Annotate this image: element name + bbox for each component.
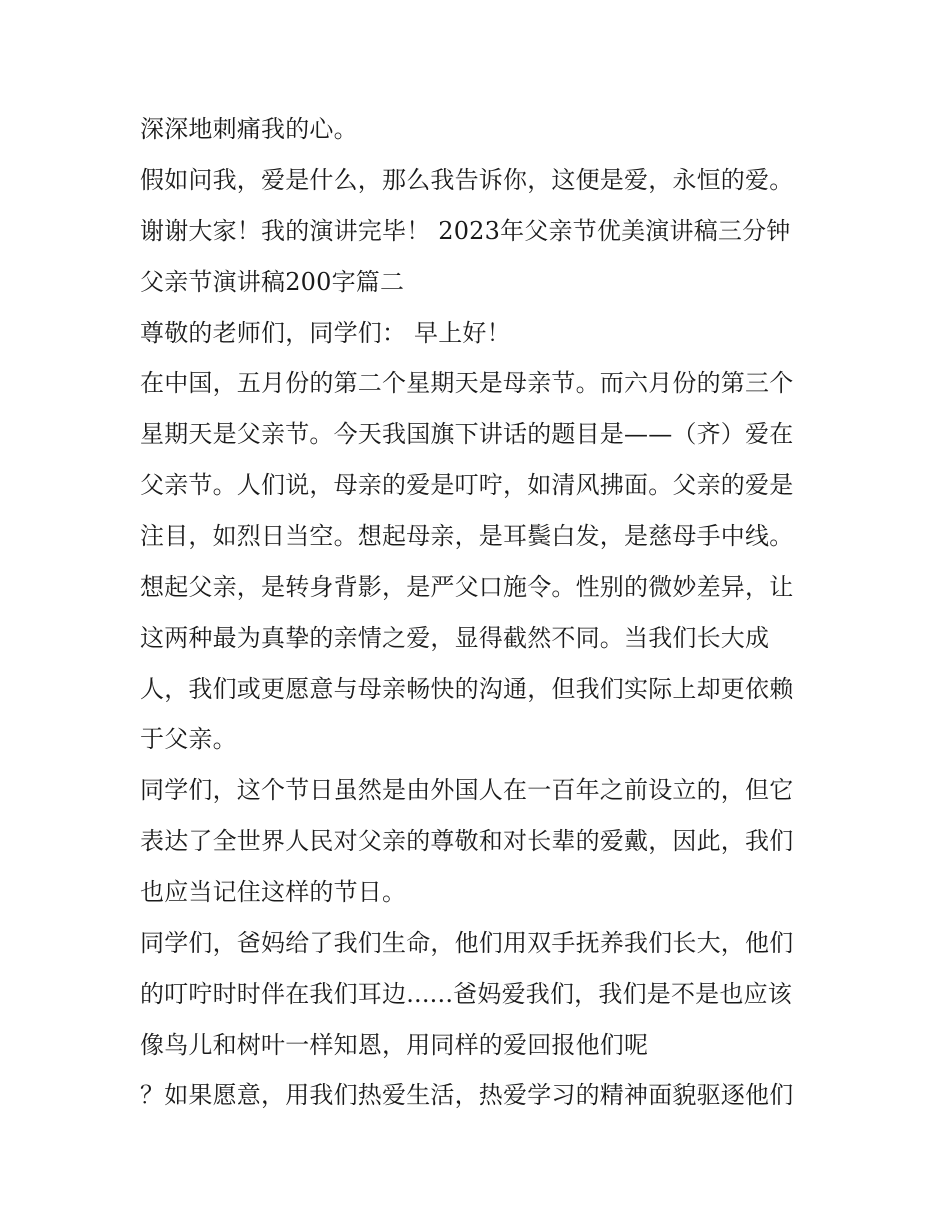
text-line: ？如果愿意，用我们热爱生活，热爱学习的精神面貌驱逐他们 <box>140 1081 794 1109</box>
text-line: 同学们，爸妈给了我们生命，他们用双手抚养我们长大，他们 <box>140 929 794 957</box>
text-line: 想起父亲，是转身背影，是严父口施令。性别的微妙差异，让 <box>140 573 794 601</box>
text-line: 表达了全世界人民对父亲的尊敬和对长辈的爱戴，因此，我们 <box>140 827 794 855</box>
text-line: 同学们，这个节日虽然是由外国人在一百年之前设立的，但它 <box>140 776 794 804</box>
text-line: 星期天是父亲节。今天我国旗下讲话的题目是——（齐）爱在 <box>140 420 794 448</box>
text-line: 在中国，五月份的第二个星期天是母亲节。而六月份的第三个 <box>140 369 794 397</box>
text-line: 尊敬的老师们，同学们： 早上好！ <box>140 319 511 347</box>
text-line: 的叮咛时时伴在我们耳边......爸妈爱我们，我们是不是也应该 <box>140 980 792 1008</box>
text-line: 于父亲。 <box>140 725 237 753</box>
text-line: 也应当记住这样的节日。 <box>140 878 407 906</box>
text-line: 深深地刺痛我的心。 <box>140 115 358 143</box>
text-line: 谢谢大家！我的演讲完毕！ 2023年父亲节优美演讲稿三分钟 <box>140 217 791 245</box>
text-line: 父亲节。人们说，母亲的爱是叮咛，如清风拂面。父亲的爱是 <box>140 471 794 499</box>
text-line: 假如问我，爱是什么，那么我告诉你，这便是爱，永恒的爱。 <box>140 166 794 194</box>
text-line: 注目，如烈日当空。想起母亲，是耳鬓白发，是慈母手中线。 <box>140 522 794 550</box>
text-line: 父亲节演讲稿200字篇二 <box>140 268 405 296</box>
text-line: 人，我们或更愿意与母亲畅快的沟通，但我们实际上却更依赖 <box>140 675 794 703</box>
text-line: 像鸟儿和树叶一样知恩，用同样的爱回报他们呢 <box>140 1031 649 1059</box>
text-line: 这两种最为真挚的亲情之爱，显得截然不同。当我们长大成 <box>140 624 770 652</box>
